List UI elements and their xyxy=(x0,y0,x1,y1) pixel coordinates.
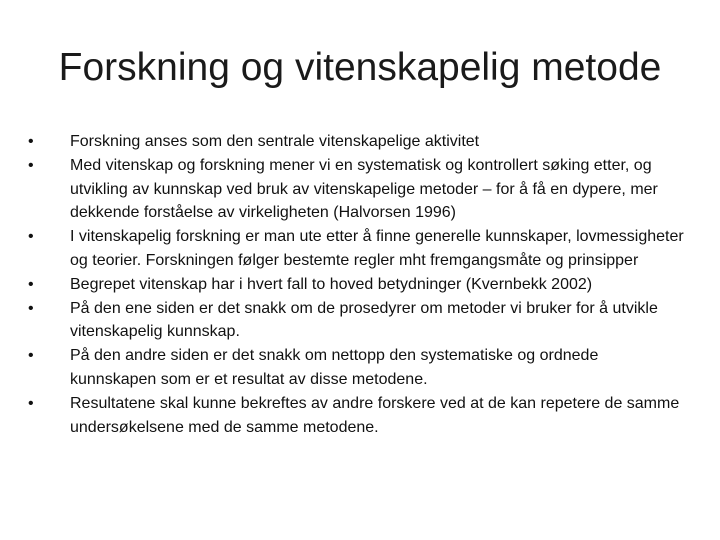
bullet-icon: • xyxy=(28,156,34,174)
bullet-text: Med vitenskap og forskning mener vi en systematisk og kontrollert søking etter, og utvikling av kunnskap ved bruk av vitenskapelige metoder – for å få en dypere, mer dekkende forståelse av virkeligheten (Halvorsen 1996) xyxy=(70,156,658,222)
bullet-text: På den andre siden er det snakk om nettopp den systematiske og ordnede kunnskapen som er et resultat av disse metodene. xyxy=(70,347,599,388)
slide-title: Forskning og vitenskapelig metode xyxy=(58,46,662,89)
bullet-text: På den ene siden er det snakk om de prosedyrer om metoder vi bruker for å utvikle vitenskapelig kunnskap. xyxy=(70,299,658,341)
bullet-icon: • xyxy=(28,394,34,412)
bullet-icon: • xyxy=(28,299,34,317)
bullet-icon: • xyxy=(28,228,34,246)
bullet-item xyxy=(28,344,688,392)
bullet-text: Forskning anses som den sentrale vitenskapelige aktivitet xyxy=(70,133,480,150)
bullet-item xyxy=(28,297,688,345)
bullet-icon: • xyxy=(28,133,34,150)
bullet-icon: • xyxy=(28,275,34,293)
bullet-item xyxy=(28,130,688,154)
bullet-item xyxy=(28,154,688,225)
bullet-item xyxy=(28,273,688,297)
bullet-icon: • xyxy=(28,347,34,365)
bullet-item xyxy=(28,392,688,440)
bullet-text: I vitenskapelig forskning er man ute etter å finne generelle kunnskaper, lovmessigheter og teorier. Forskningen følger bestemte regler mht fremgangsmåte og prinsipper xyxy=(70,228,684,269)
bullet-text: Resultatene skal kunne bekreftes av andre forskere ved at de kan repetere de samme undersøkelsene med de samme metodene. xyxy=(70,394,680,436)
bullet-text: Begrepet vitenskap har i hvert fall to hoved betydninger (Kvernbekk 2002) xyxy=(70,275,593,293)
bullet-list xyxy=(28,130,688,439)
bullet-item xyxy=(28,225,688,273)
